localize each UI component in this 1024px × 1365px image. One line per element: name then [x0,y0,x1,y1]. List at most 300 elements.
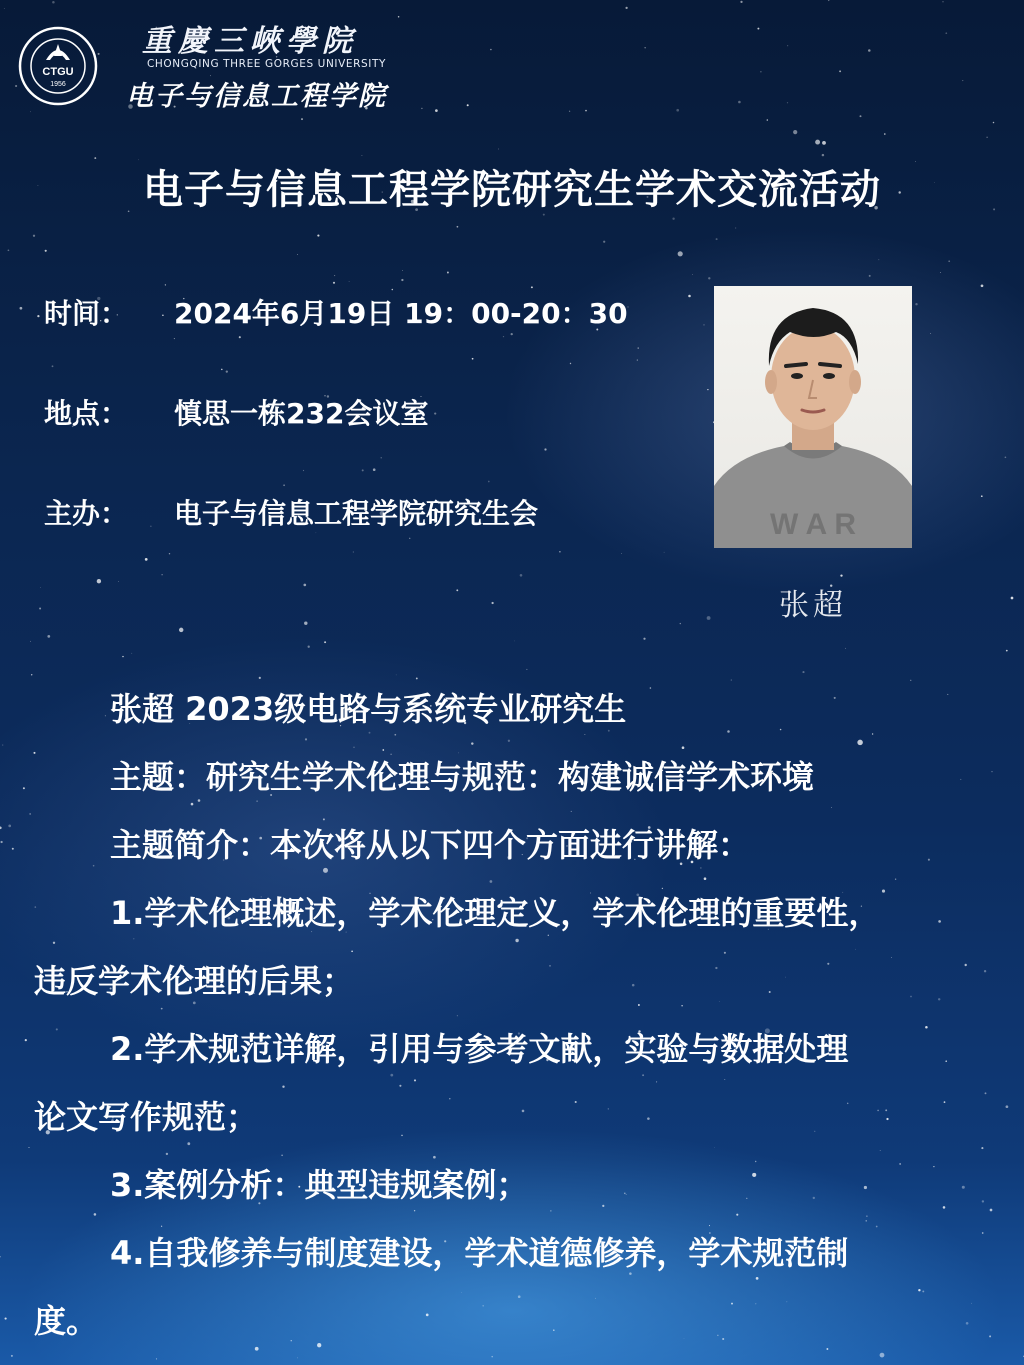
star [297,254,298,255]
star [717,1335,718,1336]
star [416,677,418,679]
star [570,363,571,364]
star [625,7,627,9]
star [35,906,37,908]
star [882,890,885,893]
star [602,1205,604,1207]
star [166,1153,168,1155]
star [966,1322,969,1325]
star [303,584,306,587]
star [680,623,681,624]
star [785,977,786,978]
star [461,1292,462,1293]
school-name-english: CHONGQING THREE GORGES UNIVERSITY [147,58,386,70]
star [757,28,759,30]
star [256,800,257,801]
star [161,1226,162,1227]
star [845,648,846,649]
star [621,553,622,554]
star [707,389,708,390]
emblem-center-text: CTGU [42,66,74,78]
star [392,289,394,291]
star [569,111,570,112]
star [283,484,285,486]
star [23,787,25,789]
star [33,752,35,754]
star [915,303,917,305]
star [767,119,769,121]
star [291,1340,292,1341]
star [514,641,515,642]
list-item-2-line-2: 论文写作规范； [34,1098,259,1136]
star [515,939,518,942]
star [334,275,335,276]
star [30,813,31,814]
list-item-4-line-1: 4.自我修养与制度建设，学术道德修养，学术规范制 [110,1234,849,1272]
star [982,1232,984,1234]
star [684,1338,685,1339]
star [361,155,362,156]
star [333,282,335,284]
star [960,779,961,780]
star [688,295,691,298]
star [886,1118,888,1120]
star [989,1335,991,1337]
star [840,574,842,576]
star [401,279,403,281]
star [828,0,829,1]
star [221,369,223,371]
star [981,495,983,497]
star [642,1074,644,1076]
star [986,137,987,138]
star [947,694,948,695]
star [802,671,804,673]
star [626,1194,627,1195]
star [0,826,2,829]
star [993,122,995,124]
star [2,745,3,746]
star [145,558,148,561]
star [526,669,527,670]
star [786,1301,787,1302]
person-portrait-icon [714,286,912,548]
star [414,1210,415,1211]
star [756,1277,759,1280]
star [822,154,824,156]
star [822,141,826,145]
emblem-year: 1956 [50,81,66,88]
star [866,1220,867,1221]
star [457,226,459,228]
star [918,1289,920,1291]
star [738,101,741,104]
star [864,1186,867,1189]
star [981,1147,983,1149]
star [33,235,35,237]
star [724,952,726,954]
star [382,749,384,751]
star [30,111,31,112]
star [708,277,710,279]
star [940,272,941,273]
star [839,70,841,72]
star [847,1103,848,1104]
star [394,734,396,736]
star [39,608,41,610]
star [814,1131,815,1132]
star [872,733,873,734]
star [456,589,458,591]
star [522,1110,525,1113]
star [281,1155,283,1157]
star [30,641,31,642]
star [945,32,947,34]
star [857,740,863,746]
star [603,241,605,243]
time-value: 2024年6月19日 19：00-20：30 [174,297,628,330]
star [351,950,353,952]
star [769,991,771,993]
star [981,284,984,287]
star [575,1101,577,1103]
star [316,532,317,533]
star [755,1303,756,1304]
star [638,1004,640,1006]
star [709,1225,710,1226]
star [700,867,701,868]
star [1006,1105,1009,1108]
star [52,365,54,367]
star [52,1,55,4]
star [928,859,930,861]
star [150,526,151,527]
star [962,80,963,81]
star [647,1117,650,1120]
star [105,715,106,716]
star [714,1147,715,1148]
star [226,370,228,372]
star [984,970,986,972]
star [28,1147,29,1148]
star [520,574,523,577]
star [780,729,782,731]
star [317,1343,321,1347]
star [656,1081,657,1082]
star [933,1166,934,1167]
star [922,1290,924,1292]
speaker-caption: 张超 [779,588,847,623]
star [308,646,310,648]
star [891,957,892,958]
star [518,1295,521,1298]
star [0,1256,1,1257]
star [457,1015,458,1016]
star [608,1108,609,1109]
star [362,469,364,471]
star [37,315,39,317]
star [985,1092,987,1094]
star [735,227,736,228]
star [990,1209,993,1212]
summary-line: 主题简介：本次将从以下四个方面进行讲解： [110,826,751,864]
star [878,259,879,260]
star [414,1079,416,1081]
star [716,238,718,240]
star [1006,650,1008,652]
star [353,551,354,552]
star [585,734,586,735]
star [885,1109,887,1111]
star [93,865,95,867]
star [20,307,23,310]
star [531,286,533,288]
star [682,746,685,749]
speaker-intro: 张超 2023级电路与系统专业研究生 [110,690,627,728]
star [433,1156,436,1159]
star [938,920,941,923]
star [876,1226,878,1228]
star [491,602,493,604]
star [632,984,635,987]
star [161,574,162,575]
star [550,1210,551,1211]
star [409,538,410,539]
star [678,251,683,256]
star [399,1085,401,1087]
star [4,8,5,9]
star [815,140,820,145]
star [942,1,943,2]
host-value: 电子与信息工程学院研究生会 [174,497,539,530]
star [491,1356,493,1358]
star [884,133,886,135]
star [831,807,832,808]
star [880,1353,885,1358]
star [53,942,55,944]
star [490,49,492,51]
star [15,85,17,87]
star [755,1161,756,1162]
star [161,1008,163,1010]
star [595,1298,596,1299]
star [787,45,788,46]
star [736,1214,738,1216]
star [503,336,504,337]
university-emblem-icon [18,26,98,106]
star [860,115,862,117]
star [40,587,41,588]
star [435,109,438,112]
star [866,1215,867,1216]
star [179,628,183,632]
college-name: 电子与信息工程学院 [126,81,387,112]
star [97,579,101,583]
star [585,110,587,112]
topic-line: 主题：研究生学术伦理与规范：构建诚信学术环境 [110,758,815,796]
star [910,996,912,998]
star [255,1347,259,1351]
star [305,738,307,740]
star [303,470,304,471]
star [899,1163,900,1164]
star [5,1318,7,1320]
star [643,638,645,640]
star [965,964,967,966]
star [134,939,135,940]
star [650,687,652,689]
star [869,275,871,277]
star [719,1001,720,1002]
star [369,732,371,734]
star [323,868,328,873]
list-item-1-line-1: 1.学术伦理概述，学术伦理定义，学术伦理的重要性， [110,894,881,932]
star [488,481,490,483]
star [447,272,449,274]
star [544,448,546,450]
star [12,848,14,850]
star [672,218,674,220]
star [638,347,639,348]
star [490,880,493,883]
star [727,730,730,733]
list-item-3: 3.案例分析：典型违规案例； [110,1166,529,1204]
star [449,1098,450,1099]
star [165,284,166,285]
star [681,1005,682,1006]
star [930,333,931,334]
star [715,967,717,969]
star [724,1079,725,1080]
star [793,130,797,134]
star [549,965,550,966]
star [8,825,11,828]
star [498,149,499,150]
star [174,338,175,339]
star [122,656,123,657]
star [1011,597,1014,600]
star [118,581,119,582]
star [390,1074,393,1077]
star [259,677,261,679]
star [482,1305,484,1307]
star [925,1026,928,1029]
star [353,747,355,749]
list-item-1-line-2: 违反学术伦理的后果； [34,962,355,1000]
star [746,1198,747,1199]
star [703,324,704,325]
star [827,963,829,965]
place-label: 地点： [44,397,129,430]
star [982,1200,984,1202]
star [131,653,132,654]
star [752,1173,756,1177]
star [398,16,400,18]
star [834,697,836,699]
star [508,740,510,742]
star [722,1338,724,1340]
star [472,358,474,360]
star [304,621,307,624]
star [813,1197,815,1199]
star [162,315,164,317]
star [8,249,10,251]
place-value: 慎思一栋232会议室 [174,397,429,430]
star [198,799,201,802]
star [191,803,194,806]
star [402,270,403,271]
star [877,1110,879,1112]
star [676,109,679,112]
star [349,281,350,282]
star [971,1303,972,1304]
star [301,118,303,120]
star [571,811,572,812]
star [373,468,376,471]
star [1005,456,1007,458]
star [156,1358,157,1359]
star [25,1039,27,1041]
star [0,841,2,843]
star [880,1150,881,1151]
star [731,1303,733,1305]
school-name: 重慶三峽學院 [142,24,358,59]
star [239,336,241,338]
list-item-2-line-1: 2.学术规范详解，引用与参考文献，实验与数据处理 [110,1030,849,1068]
host-label: 主办： [44,497,129,530]
star [645,47,646,48]
star [637,360,638,361]
star [94,1213,97,1216]
star [608,730,610,732]
star [760,71,761,72]
star [434,413,436,415]
star [11,1355,13,1357]
star [624,1193,626,1195]
star [787,102,788,103]
page-title: 电子与信息工程学院研究生学术交流活动 [143,167,881,213]
star [47,635,50,638]
star [169,553,170,554]
star [401,1135,403,1137]
star [396,675,397,676]
star [324,641,326,643]
star [938,998,940,1000]
star [704,877,707,880]
star [664,552,665,553]
time-label: 时间： [44,297,129,330]
star [467,104,469,106]
star [317,235,319,237]
star [962,1186,965,1189]
star [31,674,32,675]
star [707,616,711,620]
star [948,260,950,262]
star [855,949,856,950]
star [548,935,549,936]
star [826,1348,828,1350]
star [945,1060,947,1062]
star [381,457,382,458]
star [282,1086,284,1088]
star [731,680,732,681]
star [944,1101,946,1103]
star [471,742,473,744]
star [511,333,513,335]
star [56,1028,58,1030]
star [943,1206,946,1209]
star [559,551,561,553]
